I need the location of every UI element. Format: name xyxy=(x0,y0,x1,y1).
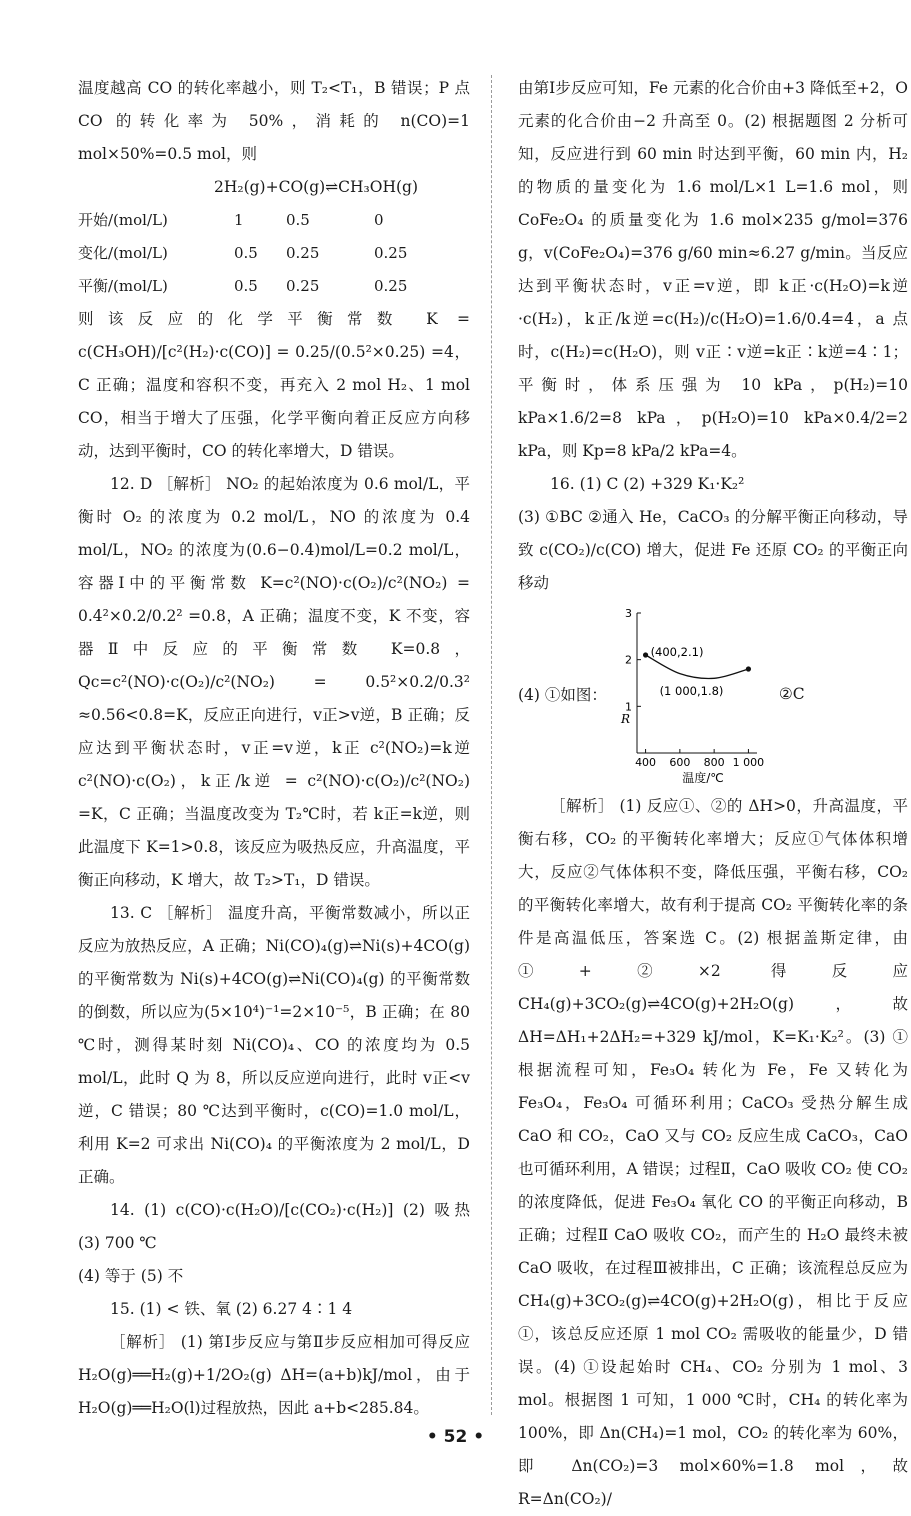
left-column xyxy=(78,72,470,1425)
r-temperature-chart xyxy=(607,605,767,783)
equilibrium-table xyxy=(78,204,470,303)
table-cell: 变化/(mol/L) xyxy=(78,244,168,262)
figure-prefix: (4) ①如图： xyxy=(518,686,607,704)
table-row xyxy=(78,270,470,303)
x-tick-label: 600 xyxy=(669,756,691,769)
annotation-label: (1 000,1.8) xyxy=(659,684,724,698)
answer-13: 13. C ［解析］ 温度升高，平衡常数减小，所以正反应为放热反应，A 正确；Ni(CO)₄(g)⇌Ni(s)+4CO(g) 的平衡常数为 Ni(s)+4CO(g)⇌Ni(CO)₄(g) 的平衡常数的倒数，所以应为(5×10⁴)⁻¹=2×10⁻⁵，B 正确；在 80 ℃时，测得某时刻 Ni(CO)₄、CO 的浓度均为 0.5 mol/L，此时 Q 为 8，所以反应逆向进行，此时 v正<v逆，C 错误；80 ℃达到平衡时，c(CO)=1.0 mol/L，利用 K=2 可求出 Ni(CO)₄ 的平衡浓度为 2 mol/L，D 正确。 xyxy=(78,904,470,1186)
answer-14: 14. (1) c(CO)·c(H₂O)/[c(CO₂)·c(H₂)] (2) 吸热 (3) 700 ℃ xyxy=(78,1201,470,1252)
table-row xyxy=(78,204,470,237)
x-tick-label: 800 xyxy=(703,756,725,769)
data-point xyxy=(746,666,751,671)
x-axis-label: 温度/℃ xyxy=(682,771,724,783)
table-cell: 平衡/(mol/L) xyxy=(78,277,168,295)
answer-15-analysis: ［解析］ (1) 第Ⅰ步反应与第Ⅱ步反应相加可得反应 H₂O(g)══H₂(g)+1/2O₂(g) ΔH=(a+b)kJ/mol，由于 H₂O(g)══H₂O(l)过程放热，因此 a+b<285.84。 xyxy=(78,1333,470,1417)
table-cell: 0.5 xyxy=(234,277,258,295)
left-para1: 温度越高 CO 的转化率越小，则 T₂<T₁，B 错误；P 点 CO 的转化率为 50%，消耗的 n(CO)=1 mol×50%=0.5 mol，则 xyxy=(78,79,470,163)
x-tick-label: 1 000 xyxy=(732,756,765,769)
table-cell: 0.25 xyxy=(286,277,320,295)
data-point xyxy=(643,652,648,657)
column-divider xyxy=(491,75,492,1415)
y-tick-label: 3 xyxy=(624,607,632,620)
page-number: • 52 • xyxy=(426,1427,485,1447)
figure-suffix: ②C xyxy=(778,685,805,703)
figure-row xyxy=(518,604,908,784)
table-cell: 0 xyxy=(374,211,384,229)
table-row xyxy=(78,237,470,270)
answer-15: 15. (1) < 铁、氧 (2) 6.27 4∶1 4 xyxy=(110,1300,353,1318)
reaction-equation: 2H₂(g)+CO(g)⇌CH₃OH(g) xyxy=(214,178,418,196)
right-column xyxy=(518,72,908,1516)
x-tick-label: 400 xyxy=(634,756,656,769)
table-cell: 0.25 xyxy=(374,277,408,295)
answer-16: 16. (1) C (2) +329 K₁·K₂² xyxy=(550,475,745,493)
answer-14-continued: (4) 等于 (5) 不 xyxy=(78,1267,184,1285)
y-axis-label: R xyxy=(620,712,630,726)
table-cell: 1 xyxy=(234,211,244,229)
y-tick-label: 2 xyxy=(624,653,632,667)
y-tick-label: 1 xyxy=(624,700,632,714)
answer-16-analysis: ［解析］ (1) 反应①、②的 ΔH>0，升高温度，平衡右移，CO₂ 的平衡转化率增大；反应①气体体积增大，反应②气体体积不变，降低压强，平衡右移，CO₂ 的平衡转化率增大，故有利于提高 CO₂ 平衡转化率的条件是高温低压，答案选 C。(2) 根据盖斯定律，由①+②×2 得反应 CH₄(g)+3CO₂(g)⇌4CO(g)+2H₂O(g)，故 ΔH=ΔH₁+2ΔH₂=+329 kJ/mol，K=K₁·K₂²。(3) ①根据流程可知，Fe₃O₄ 转化为 Fe，Fe 又转化为 Fe₃O₄，Fe₃O₄ 可循环利用；CaCO₃ 受热分解生成 CaO 和 CO₂，CaO 又与 CO₂ 反应生成 CaCO₃，CaO 也可循环利用，A 错误；过程Ⅱ，CaO 吸收 CO₂ 使 CO₂ 的浓度降低，促进 Fe₃O₄ 氧化 CO 的平衡正向移动，B 正确；过程Ⅱ CaO 吸收 CO₂，而产生的 H₂O 最终未被 CaO 吸收，在过程Ⅲ被排出，C 正确；该流程总反应为 CH₄(g)+3CO₂(g)⇌4CO(g)+2H₂O(g)，相比于反应①，该总反应还原 1 mol CO₂ 需吸收的能量少，D 错误。(4) ①设起始时 CH₄、CO₂ 分别为 1 mol、3 mol。根据图 1 可知，1 000 ℃时，CH₄ 的转化率为 100%，即 Δn(CH₄)=1 mol，CO₂ 的转化率为 60%，即 Δn(CO₂)=3 mol×60%=1.8 mol，故 R=Δn(CO₂)/ xyxy=(518,797,908,1508)
table-cell: 0.25 xyxy=(286,244,320,262)
table-cell: 0.5 xyxy=(286,211,310,229)
table-cell: 开始/(mol/L) xyxy=(78,211,168,229)
table-cell: 0.25 xyxy=(374,244,408,262)
annotation-label: (400,2.1) xyxy=(650,645,704,659)
table-cell: 0.5 xyxy=(234,244,258,262)
answer-16-part3: (3) ①BC ②通入 He，CaCO₃ 的分解平衡正向移动，导致 c(CO₂)/c(CO) 增大，促进 Fe 还原 CO₂ 的平衡正向移动 xyxy=(518,508,908,592)
answer-12: 12. D ［解析］ NO₂ 的起始浓度为 0.6 mol/L，平衡时 O₂ 的浓度为 0.2 mol/L，NO 的浓度为 0.4 mol/L，NO₂ 的浓度为(0.6−0.4)mol/L=0.2 mol/L，容器Ⅰ中的平衡常数 K=c²(NO)·c(O₂)/c²(NO₂) = 0.4²×0.2/0.2² =0.8，A 正确；温度不变，K 不变，容器Ⅱ中反应的平衡常数 K=0.8，Qc=c²(NO)·c(O₂)/c²(NO₂) = 0.5²×0.2/0.3² ≈0.56<0.8=K，反应正向进行，v正>v逆，B 正确；反应达到平衡状态时，v正=v逆，k正 c²(NO₂)=k逆 c²(NO)·c(O₂)，k正/k逆 = c²(NO)·c(O₂)/c²(NO₂) =K，C 正确；当温度改变为 T₂℃时，若 k正=k逆，则此温度下 K=1>0.8，该反应为吸热反应，升高温度，平衡正向移动，K 增大，故 T₂>T₁，D 错误。 xyxy=(78,475,470,889)
right-para1: 由第Ⅰ步反应可知，Fe 元素的化合价由+3 降低至+2，O 元素的化合价由−2 升高至 0。(2) 根据题图 2 分析可知，反应进行到 60 min 时达到平衡，60 min 内，H₂ 的物质的量变化为 1.6 mol/L×1 L=1.6 mol，则 CoFe₂O₄ 的质量变化为 1.6 mol×235 g/mol=376 g，v(CoFe₂O₄)=376 g/60 min≈6.27 g/min。当反应达到平衡状态时，v正=v逆，即 k正·c(H₂O)=k逆·c(H₂)，k正/k逆=c(H₂)/c(H₂O)=1.6/0.4=4，a 点时，c(H₂)=c(H₂O)，则 v正∶v逆=k正∶k逆=4∶1；平衡时，体系压强为 10 kPa，p(H₂)=10 kPa×1.6/2=8 kPa，p(H₂O)=10 kPa×0.4/2=2 kPa，则 Kp=8 kPa/2 kPa=4。 xyxy=(518,79,908,460)
chart-marks xyxy=(643,645,751,698)
left-para2: 则该反应的化学平衡常数 K = c(CH₃OH)/[c²(H₂)·c(CO)] = 0.25/(0.5²×0.25) =4，C 正确；温度和容积不变，再充入 2 mol H₂、1 mol CO，相当于增大了压强，化学平衡向着正反应方向移动，达到平衡时，CO 的转化率增大，D 错误。 xyxy=(78,310,470,460)
